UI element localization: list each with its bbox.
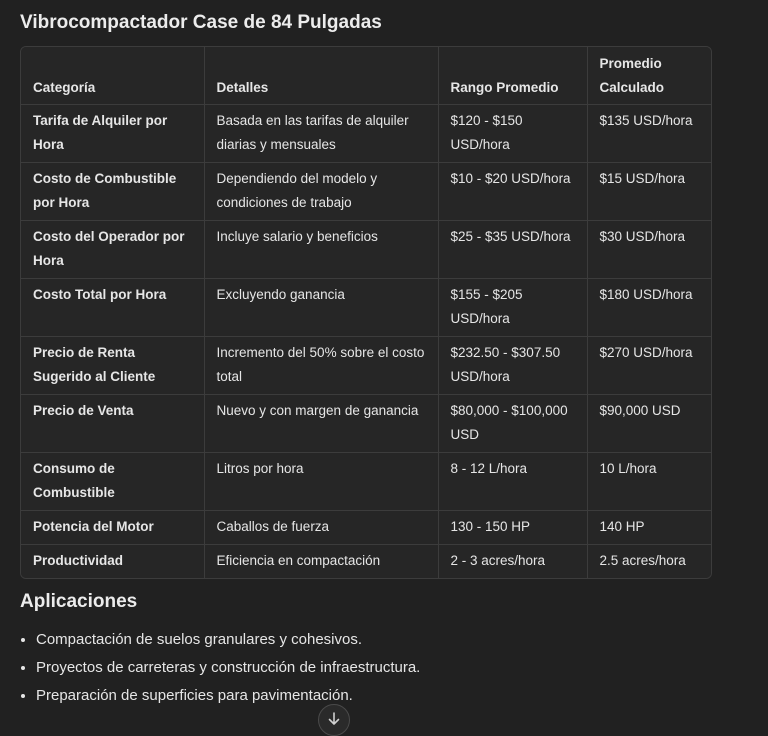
table-cell-rango: 130 - 150 HP [438,511,587,545]
table-cell-promedio: $15 USD/hora [587,163,711,221]
table-cell-rango: $232.50 - $307.50 USD/hora [438,337,587,395]
bullet-icon [20,654,26,682]
table-cell-categoria: Precio de Renta Sugerido al Cliente [21,337,204,395]
column-header-detalles: Detalles [204,47,438,105]
table-cell-detalles: Incremento del 50% sobre el costo total [204,337,438,395]
table-cell-promedio: $135 USD/hora [587,105,711,163]
table-row [21,545,711,579]
table-cell-promedio: 140 HP [587,511,711,545]
data-table [21,47,711,578]
table-cell-rango: $155 - $205 USD/hora [438,279,587,337]
list-item-text: Compactación de suelos granulares y cohesivos. [36,631,363,648]
table-cell-categoria: Potencia del Motor [21,511,204,545]
table-row [21,279,711,337]
table-cell-detalles: Nuevo y con margen de ganancia [204,395,438,453]
table-cell-promedio: $180 USD/hora [587,279,711,337]
table-header-row [21,47,711,105]
table-row [21,337,711,395]
table-cell-detalles: Litros por hora [204,453,438,511]
arrow-down-icon [326,711,342,727]
list-item [20,626,420,654]
table-cell-rango: $10 - $20 USD/hora [438,163,587,221]
table-cell-rango: $25 - $35 USD/hora [438,221,587,279]
table-cell-categoria: Costo del Operador por Hora [21,221,204,279]
bullet-icon [20,626,26,654]
table-row [21,453,711,511]
column-header-categoria: Categoría [21,47,204,105]
table-cell-categoria: Precio de Venta [21,395,204,453]
table-cell-categoria: Costo de Combustible por Hora [21,163,204,221]
list-item [20,654,420,682]
table-row [21,163,711,221]
table-row [21,511,711,545]
table-cell-detalles: Basada en las tarifas de alquiler diarias y mensuales [204,105,438,163]
bullet-icon [20,682,26,710]
applications-list [20,626,420,710]
page-title: Vibrocompactador Case de 84 Pulgadas [20,12,382,33]
table-cell-detalles: Caballos de fuerza [204,511,438,545]
table-cell-categoria: Consumo de Combustible [21,453,204,511]
table-cell-categoria: Costo Total por Hora [21,279,204,337]
section-title-aplicaciones: Aplicaciones [20,591,138,612]
table-cell-detalles: Excluyendo ganancia [204,279,438,337]
table-cell-categoria: Tarifa de Alquiler por Hora [21,105,204,163]
table-cell-promedio: $270 USD/hora [587,337,711,395]
data-table-container [20,46,712,579]
table-cell-rango: $80,000 - $100,000 USD [438,395,587,453]
list-item-text: Proyectos de carreteras y construcción de infraestructura. [36,659,421,676]
table-cell-promedio: $90,000 USD [587,395,711,453]
table-cell-rango: 8 - 12 L/hora [438,453,587,511]
column-header-rango-promedio: Rango Promedio [438,47,587,105]
table-cell-rango: 2 - 3 acres/hora [438,545,587,579]
column-header-promedio-calculado: Promedio Calculado [587,47,711,105]
list-item [20,682,420,710]
table-cell-promedio: 10 L/hora [587,453,711,511]
table-row [21,395,711,453]
list-item-text: Preparación de superficies para pavimentación. [36,687,353,704]
scroll-down-button[interactable] [318,704,350,736]
table-row [21,105,711,163]
table-cell-detalles: Dependiendo del modelo y condiciones de trabajo [204,163,438,221]
table-cell-detalles: Eficiencia en compactación [204,545,438,579]
table-cell-rango: $120 - $150 USD/hora [438,105,587,163]
table-cell-promedio: 2.5 acres/hora [599,553,686,568]
table-row [21,221,711,279]
table-cell-promedio: $30 USD/hora [587,221,711,279]
table-cell-detalles: Incluye salario y beneficios [204,221,438,279]
table-cell-categoria: Productividad [21,545,204,579]
